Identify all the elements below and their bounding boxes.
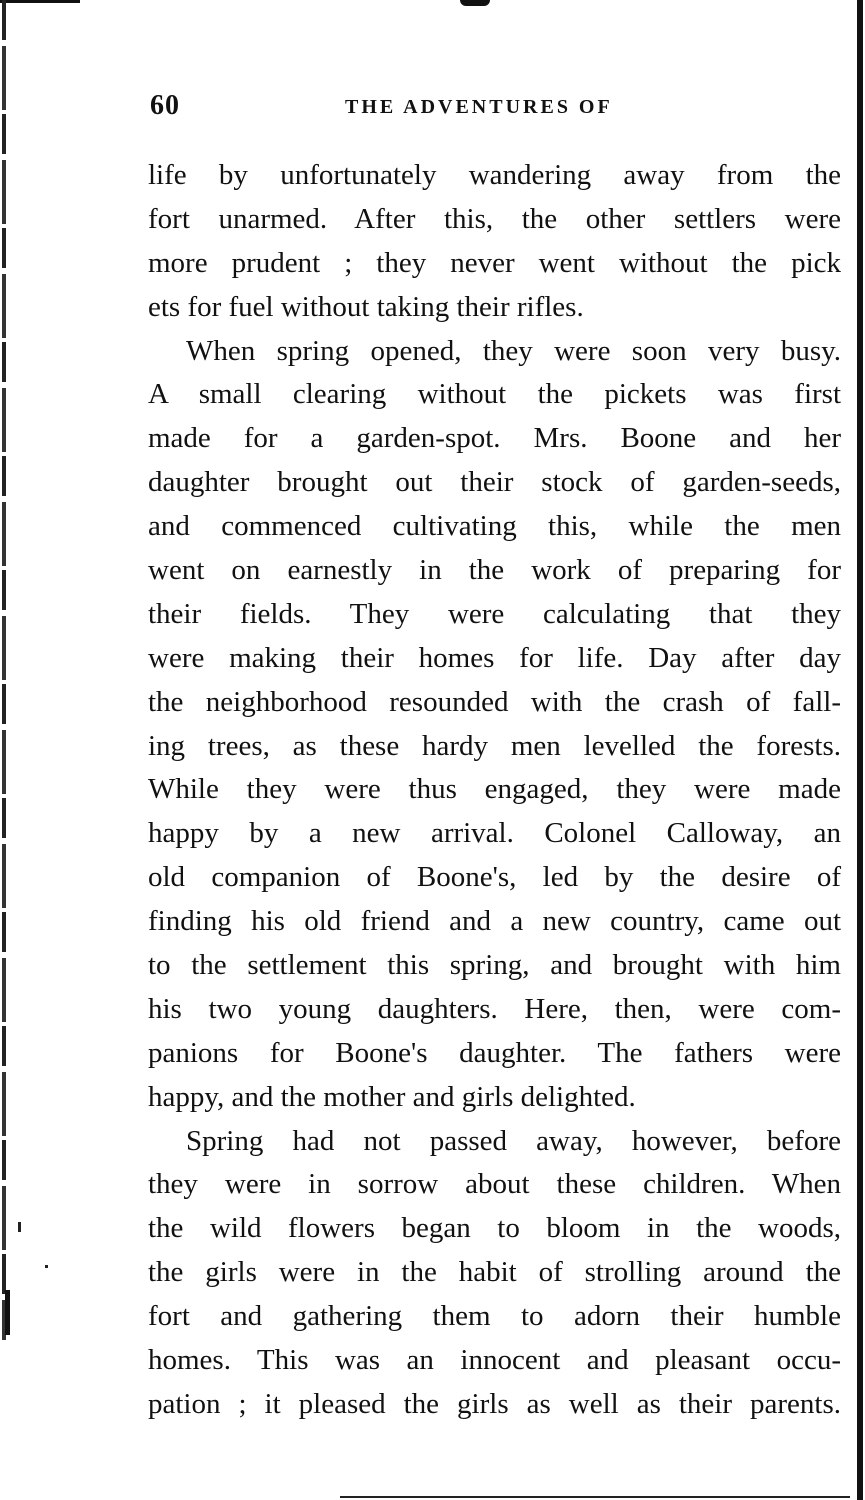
text-line: panions for Boone's daughter. The fathers were	[148, 1036, 841, 1069]
text-line: pation ; it pleased the girls as well as their parents.	[148, 1387, 841, 1420]
top-edge-mark	[460, 0, 490, 6]
text-line: to the settlement this spring, and brought with him	[148, 949, 841, 982]
bottom-edge-rule	[340, 1496, 850, 1498]
body-text	[148, 154, 841, 1427]
text-line: happy, and the mother and girls delighted.	[148, 1080, 636, 1113]
text-line: When spring opened, they were soon very busy.	[186, 334, 841, 367]
text-line: finding his old friend and a new country, came out	[148, 905, 841, 938]
text-line: ing trees, as these hardy men levelled the forests.	[148, 729, 841, 762]
right-scan-edge	[857, 0, 863, 1500]
top-edge-rule	[0, 0, 80, 3]
page-number: 60	[150, 90, 180, 121]
text-line: his two young daughters. Here, then, were com-	[148, 992, 841, 1025]
text-line: ets for fuel without taking their rifles.	[148, 290, 584, 323]
text-line: old companion of Boone's, led by the desire of	[148, 861, 841, 894]
text-line: A small clearing without the pickets was first	[148, 378, 841, 411]
text-line: the wild flowers began to bloom in the woods,	[148, 1212, 841, 1245]
text-line: made for a garden-spot. Mrs. Boone and her	[148, 422, 841, 455]
text-line: the neighborhood resounded with the crash of fall-	[148, 685, 841, 718]
scan-speck	[5, 1290, 10, 1335]
text-line: Spring had not passed away, however, before	[186, 1124, 841, 1157]
running-head: THE ADVENTURES OF	[345, 96, 613, 118]
text-line: fort unarmed. After this, the other settlers were	[148, 202, 841, 235]
text-line: While they were thus engaged, they were made	[148, 773, 841, 806]
text-line: more prudent ; they never went without the pick	[148, 246, 841, 279]
text-line: the girls were in the habit of strolling around the	[148, 1256, 841, 1289]
scan-speck	[18, 1222, 21, 1232]
text-line: homes. This was an innocent and pleasant occu-	[148, 1344, 841, 1377]
text-line: daughter brought out their stock of garden-seeds,	[148, 466, 841, 499]
text-line: went on earnestly in the work of preparing for	[148, 554, 841, 587]
text-line: and commenced cultivating this, while the men	[148, 510, 841, 543]
text-line: their fields. They were calculating that they	[148, 597, 841, 630]
text-line: happy by a new arrival. Colonel Calloway, an	[148, 817, 841, 850]
text-line: fort and gathering them to adorn their humble	[148, 1300, 841, 1333]
left-scan-edge	[2, 0, 6, 1340]
scan-speck	[45, 1265, 48, 1268]
text-line: they were in sorrow about these children. When	[148, 1168, 841, 1201]
page-header	[150, 90, 840, 126]
text-line: life by unfortunately wandering away from the	[148, 159, 841, 191]
text-line: were making their homes for life. Day after day	[148, 641, 841, 674]
